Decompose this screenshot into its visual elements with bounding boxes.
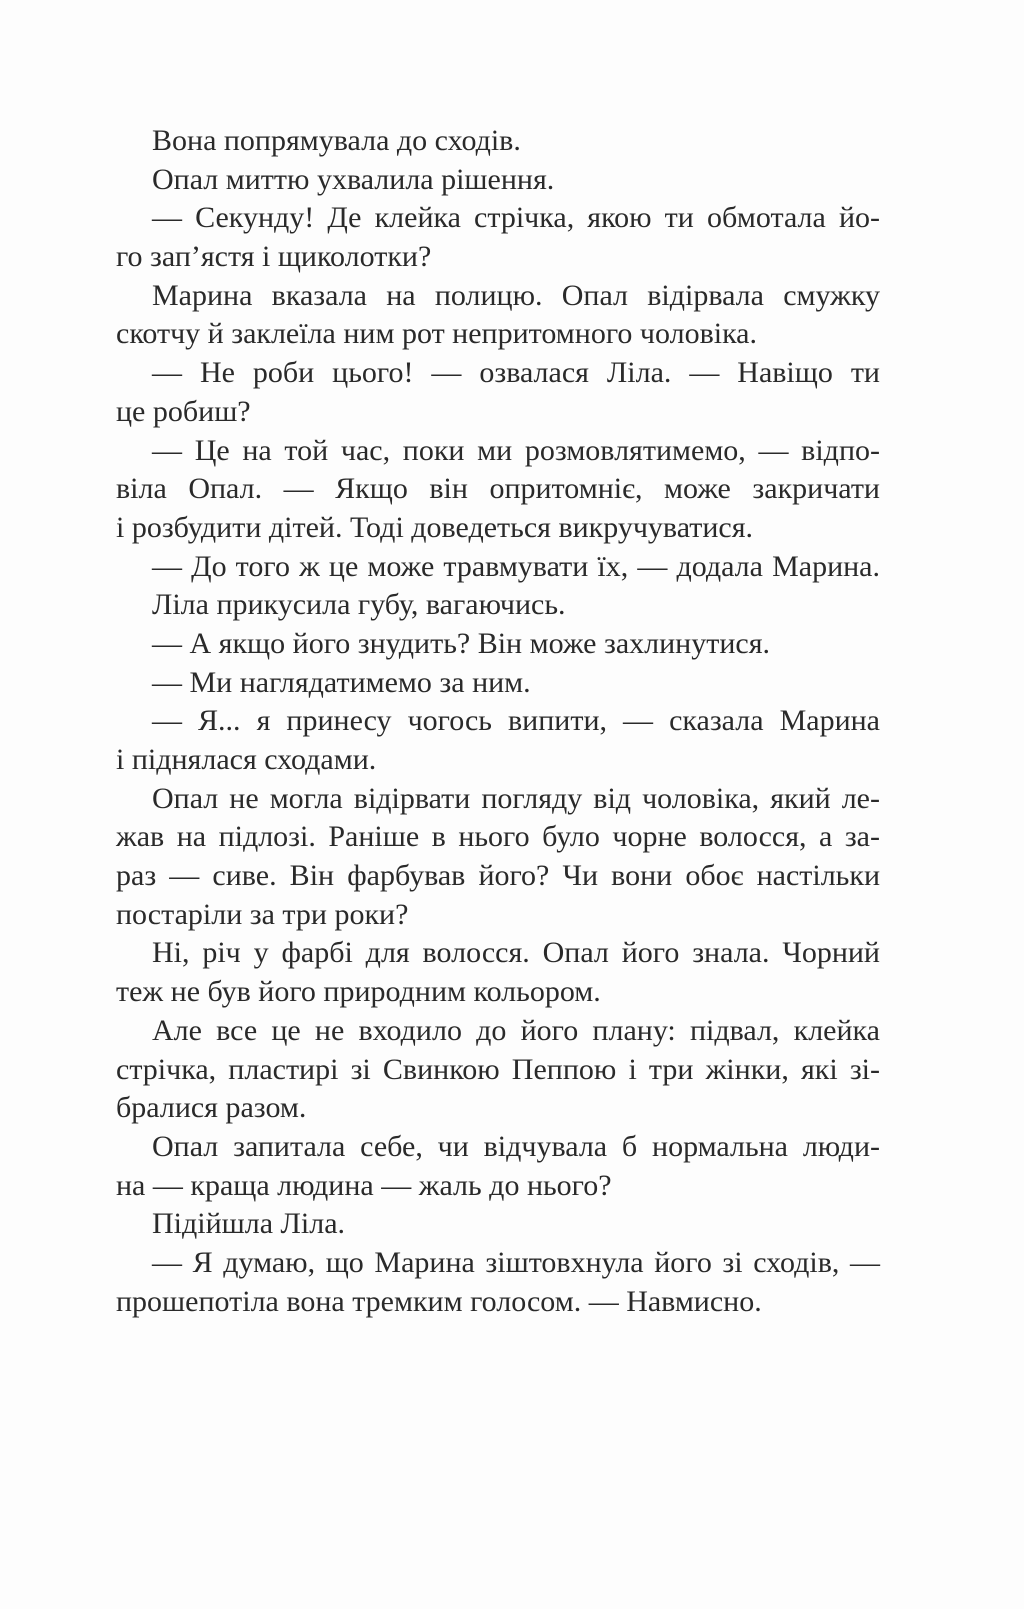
text-line: — Я думаю, що Марина зіштовхнула його зі сходів, — xyxy=(152,1245,880,1279)
text-line: раз — сиве. Він фарбував його? Чи вони обоє настільки xyxy=(116,859,880,893)
text-line: — До того ж це може травмувати їх, — додала Марина. xyxy=(152,549,880,583)
text-line: Опал не могла відірвати погляду від чоловіка, який ле- xyxy=(152,781,880,815)
text-line: і розбудити дітей. Тоді доведеться викручуватися. xyxy=(116,510,754,544)
page-text xyxy=(116,122,880,1321)
text-line: Підійшла Ліла. xyxy=(152,1207,346,1241)
text-line: — Не роби цього! — озвалася Ліла. — Навіщо ти xyxy=(152,356,880,390)
text-line: — Ми наглядатимемо за ним. xyxy=(152,665,531,699)
text-line: на — краща людина — жаль до нього? xyxy=(116,1168,612,1202)
text-line: — Секунду! Де клейка стрічка, якою ти обмотала йо- xyxy=(152,201,880,235)
text-line: це робиш? xyxy=(116,394,251,428)
text-line: стрічка, пластирі зі Свинкою Пеппою і три жінки, які зі- xyxy=(116,1052,880,1086)
text-line: Ні, річ у фарбі для волосся. Опал його знала. Чорний xyxy=(152,936,880,970)
text-line: постаріли за три роки? xyxy=(116,897,409,931)
text-line: Ліла прикусила губу, вагаючись. xyxy=(152,588,566,622)
text-line: жав на підлозі. Раніше в нього було чорне волосся, а за- xyxy=(116,820,880,854)
text-line: — Це на той час, поки ми розмовлятимемо, — відпо- xyxy=(152,433,880,467)
text-line: — Я... я принесу чогось випити, — сказала Марина xyxy=(152,704,880,738)
text-line: скотчу й заклеїла ним рот непритомного чоловіка. xyxy=(116,317,758,351)
text-line: Опал запитала себе, чи відчувала б нормальна люди- xyxy=(152,1129,880,1163)
text-line: теж не був його природним кольором. xyxy=(116,975,601,1009)
text-line: прошепотіла вона тремким голосом. — Навмисно. xyxy=(116,1284,762,1318)
text-line: Вона попрямувала до сходів. xyxy=(152,124,521,157)
text-line: го зап’ястя і щиколотки? xyxy=(116,240,432,274)
text-line: — А якщо його знудить? Він може захлинутися. xyxy=(152,626,771,660)
text-line: Марина вказала на полицю. Опал відірвала смужку xyxy=(152,278,880,312)
text-line: бралися разом. xyxy=(116,1091,307,1125)
text-line: віла Опал. — Якщо він опритомніє, може закричати xyxy=(116,472,880,506)
text-line: і піднялася сходами. xyxy=(116,743,377,776)
text-line: Опал миттю ухвалила рішення. xyxy=(152,162,555,196)
text-line: Але все це не входило до його плану: підвал, клейка xyxy=(152,1013,880,1047)
